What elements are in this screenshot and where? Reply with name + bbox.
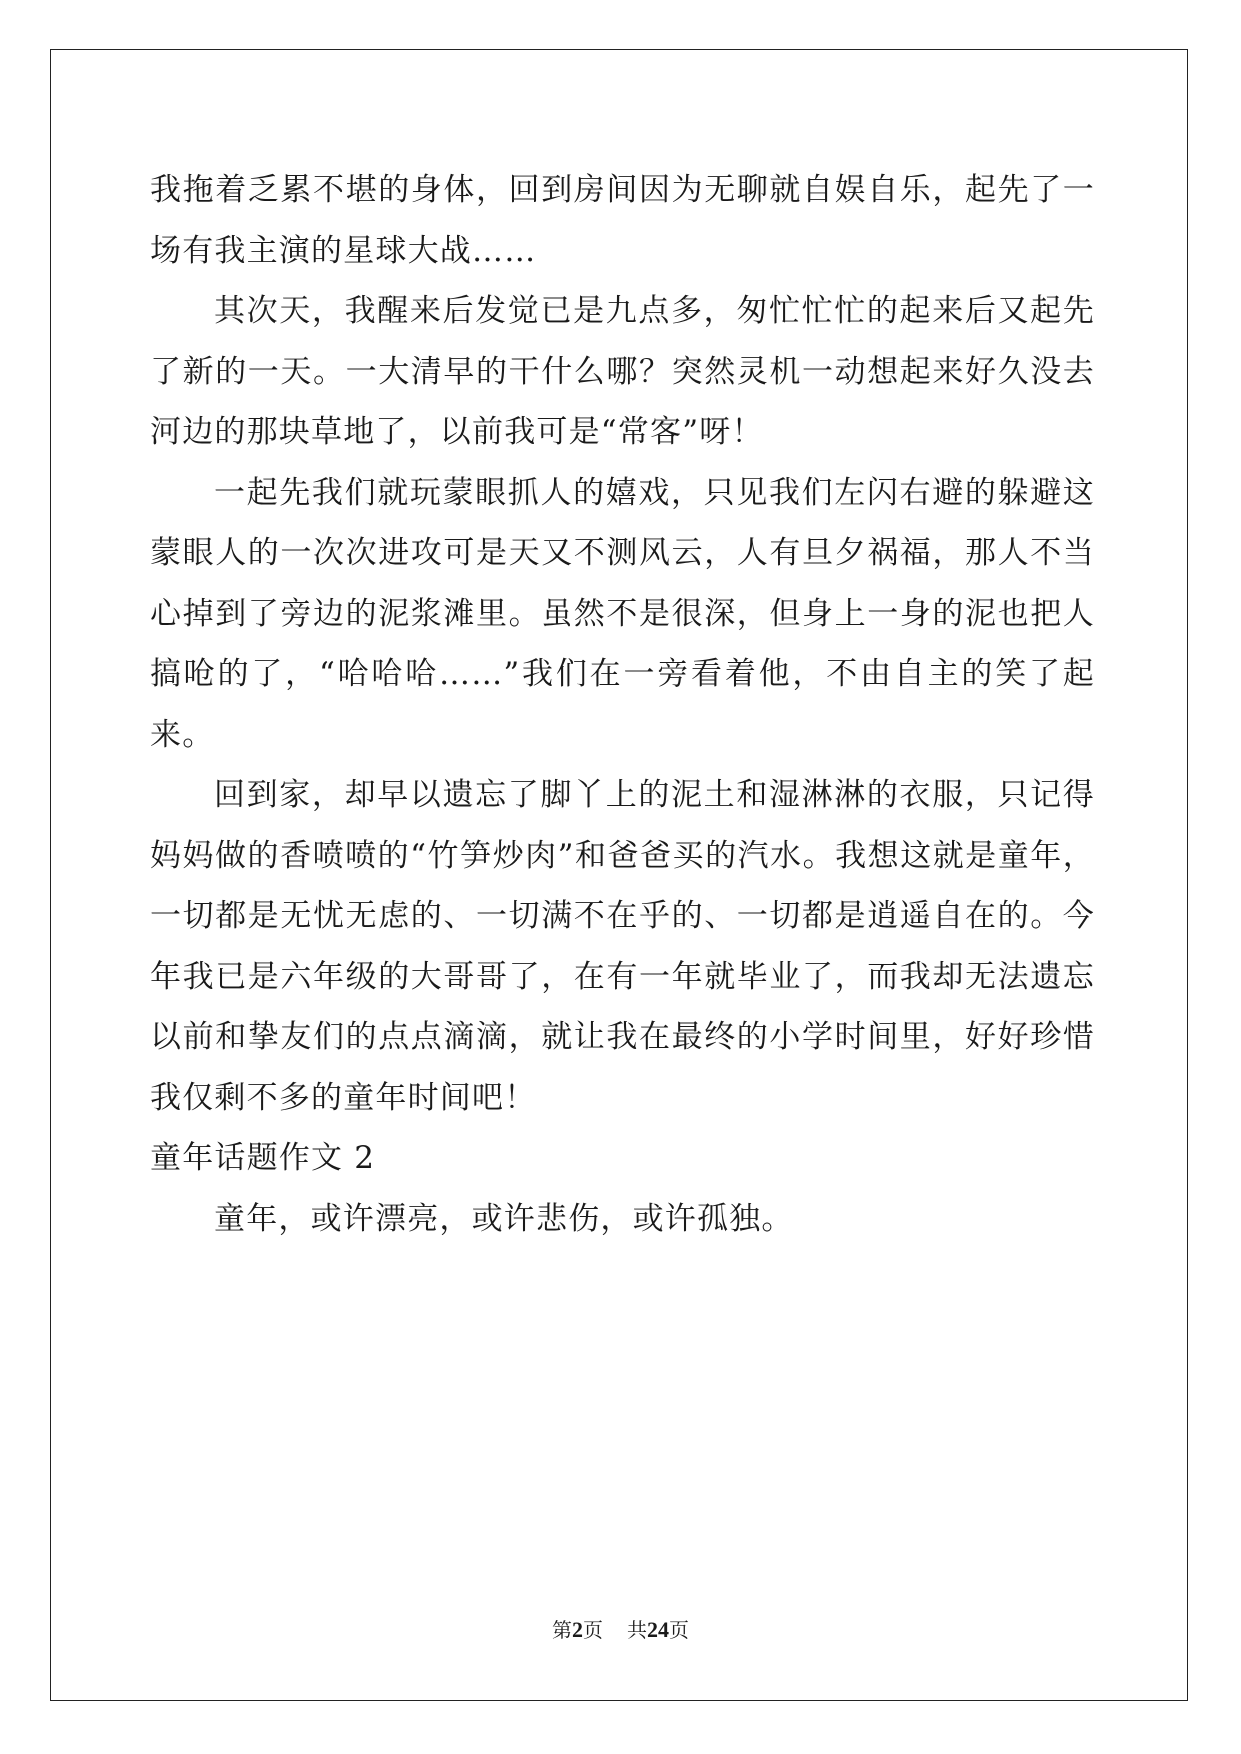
total-pages-number: 24 <box>647 1617 669 1642</box>
paragraph-4: 回到家，却早以遗忘了脚丫上的泥土和湿淋淋的衣服，只记得妈妈做的香喷喷的“竹笋炒肉”和爸爸买的汽水。我想这就是童年，一切都是无忧无虑的、一切满不在乎的、一切都是逍遥自在的。今年我已是六年级的大哥哥了，在有一年就毕业了，而我却无法遗忘以前和挚友们的点点滴滴，就让我在最终的小学时间里，好好珍惜我仅剩不多的童年时间吧！ <box>150 777 1095 1116</box>
footer-page-suffix: 页 <box>583 1618 603 1642</box>
page-footer <box>0 1614 1241 1643</box>
section-heading: 童年话题作文 2 <box>150 1140 376 1176</box>
paragraph-5: 童年，或许漂亮，或许悲伤，或许孤独。 <box>214 1200 794 1237</box>
footer-total-suffix: 页 <box>669 1618 689 1642</box>
footer-prefix: 第 <box>552 1618 572 1642</box>
document-body <box>150 160 1095 1249</box>
footer-total-prefix: 共 <box>627 1618 647 1642</box>
paragraph-1: 我拖着乏累不堪的身体，回到房间因为无聊就自娱自乐，起先了一场有我主演的星球大战…… <box>150 172 1095 269</box>
current-page-number: 2 <box>572 1617 583 1642</box>
paragraph-2: 其次天，我醒来后发觉已是九点多，匆忙忙忙的起来后又起先了新的一天。一大清早的干什么哪？突然灵机一动想起来好久没去河边的那块草地了，以前我可是“常客”呀！ <box>150 293 1095 450</box>
paragraph-3: 一起先我们就玩蒙眼抓人的嬉戏，只见我们左闪右避的躲避这蒙眼人的一次次进攻可是天又不测风云，人有旦夕祸福，那人不当心掉到了旁边的泥浆滩里。虽然不是很深，但身上一身的泥也把人搞呛的了，“哈哈哈……”我们在一旁看着他，不由自主的笑了起来。 <box>150 474 1095 753</box>
